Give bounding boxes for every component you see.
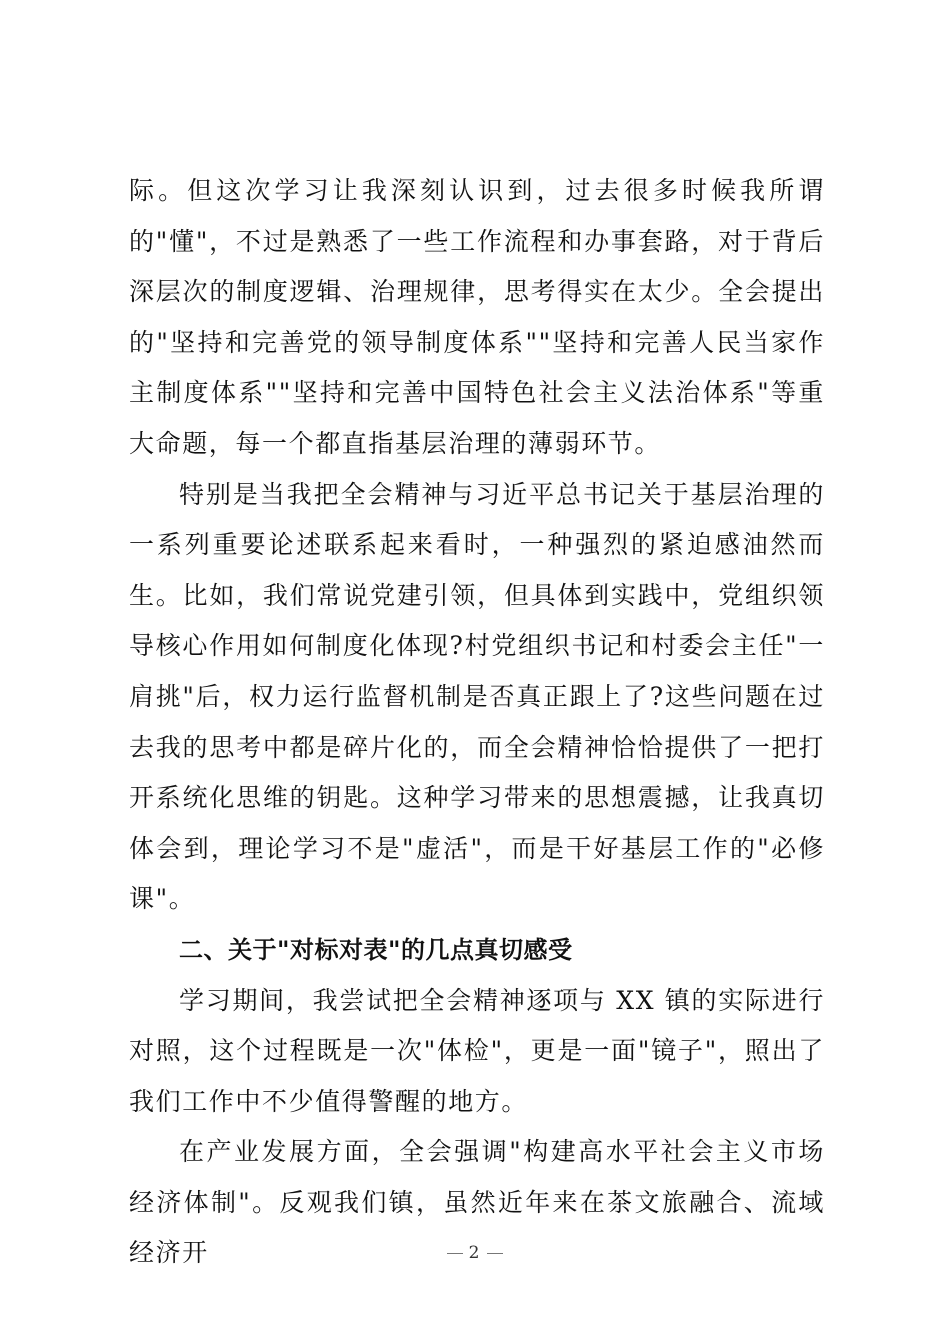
paragraph-continuation: 际。但这次学习让我深刻认识到，过去很多时候我所谓的"懂"，不过是熟悉了一些工作流程和办事套路，对于背后深层次的制度逻辑、治理规律，思考得实在太少。全会提出的"坚持和完善党的领导制度体系""坚持和完善人民当家作主制度体系""坚持和完善中国特色社会主义法治体系"等重大命题，每一个都直指基层治理的薄弱环节。	[129, 176, 825, 458]
paragraph-body: 特别是当我把全会精神与习近平总书记关于基层治理的一系列重要论述联系起来看时，一种强烈的紧迫感油然而生。比如，我们常说党建引领，但具体到实践中，党组织领导核心作用如何制度化体现?村党组织书记和村委会主任"一肩挑"后，权力运行监督机制是否真正跟上了?这些问题在过去我的思考中都是碎片化的，而全会精神恰恰提供了一把打开系统化思维的钥匙。这种学习带来的思想震撼，让我真切体会到，理论学习不是"虚活"，而是干好基层工作的"必修课"。	[129, 479, 825, 914]
section-heading: 二、关于"对标对表"的几点真切感受	[179, 935, 573, 964]
page-number: 2	[468, 1243, 482, 1263]
dash-left-decoration	[447, 1253, 463, 1254]
document-body	[129, 166, 825, 1279]
paragraph-body: 在产业发展方面，全会强调"构建高水平社会主义市场经济体制"。反观我们镇，虽然近年来在茶文旅融合、流域经济开	[129, 1137, 825, 1268]
paragraph-body: 学习期间，我尝试把全会精神逐项与 XX 镇的实际进行对照，这个过程既是一次"体检"，更是一面"镜子"，照出了我们工作中不少值得警醒的地方。	[129, 985, 825, 1116]
page-footer	[0, 1243, 950, 1263]
dash-right-decoration	[487, 1253, 503, 1254]
